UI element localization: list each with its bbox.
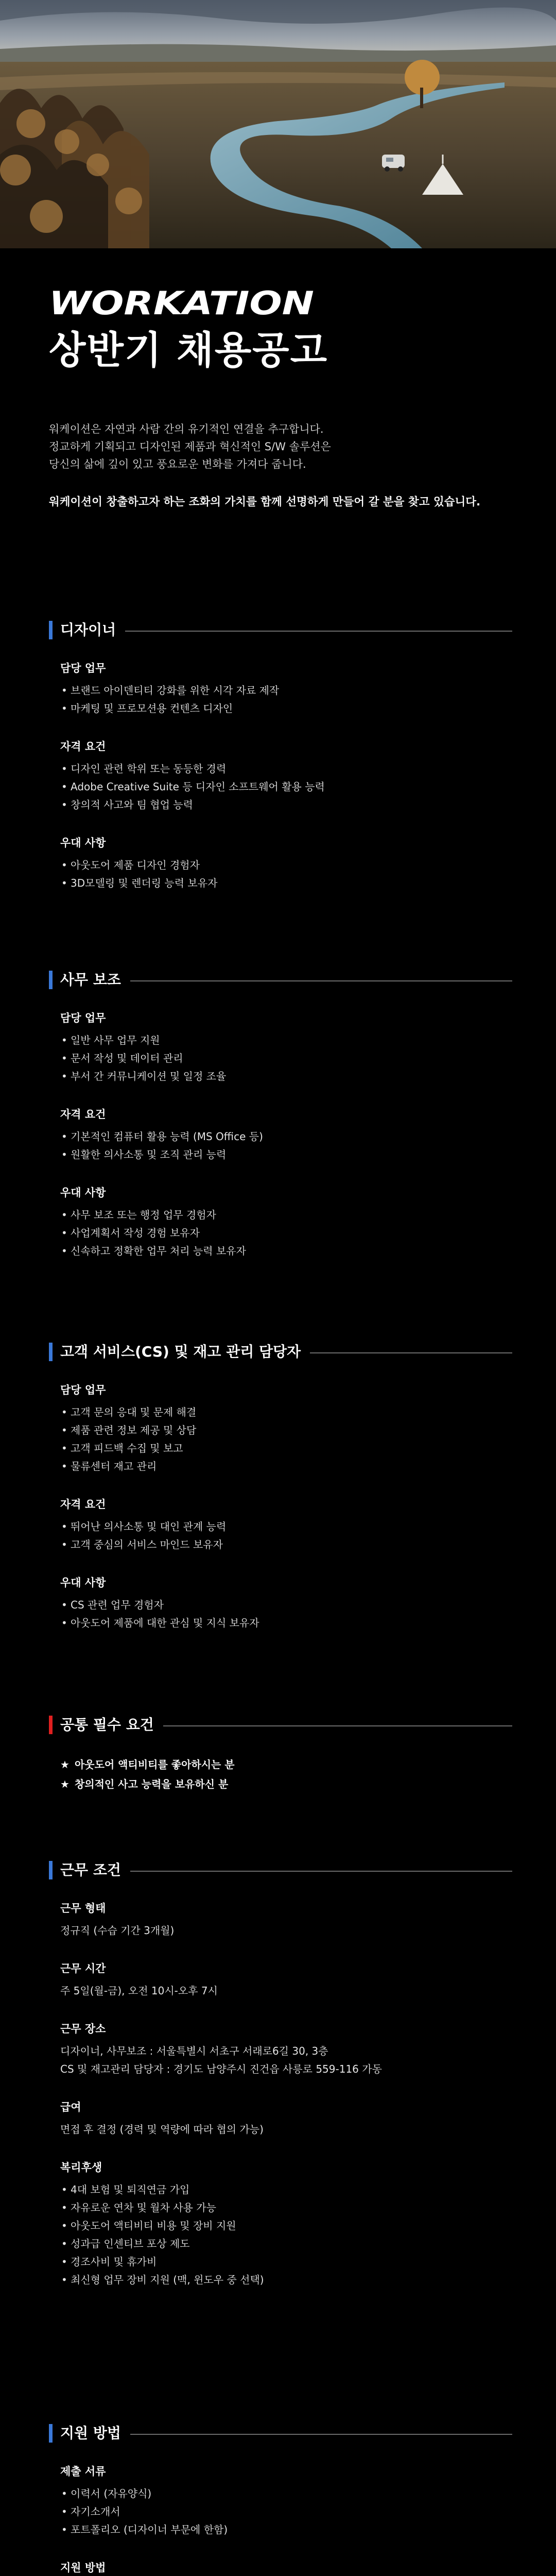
group-label: 근무 장소 [60,2023,106,2035]
group-label: 지원 방법 [60,2562,106,2574]
intro-highlight: 워케이션이 창출하고자 하는 조화의 가치를 함께 선명하게 만들어 갈 분을 찾고 있습니다. [49,496,481,509]
star-icon: ★ [60,1778,70,1790]
list-item: • 기본적인 컴퓨터 활용 능력 (MS Office 등) [60,1128,512,1146]
requirement-item: ★ 창의적인 사고 능력을 보유하신 분 [60,1778,229,1790]
divider [60,631,512,632]
working-hours-group [60,1960,512,2000]
bullet: • [61,702,67,715]
qualifications-group [60,1496,512,1554]
section-header [49,970,512,992]
section-title: 공통 필수 요건 [60,1715,163,1735]
group-label: 자격 요건 [60,1108,106,1121]
section-header [49,2423,512,2446]
section-title: 사무 보조 [60,970,130,990]
bullet: • [61,1538,67,1551]
documents-group [60,2463,512,2539]
group-label: 급여 [60,2101,81,2113]
section-designer [49,620,512,892]
list-item: • 고객 문의 응대 및 문제 해결 [60,1403,512,1421]
apply-method-group [60,2560,512,2576]
list-item: • 고객 중심의 서비스 마인드 보유자 [60,1536,512,1554]
list-item: • 제품 관련 정보 제공 및 상담 [60,1421,512,1439]
bullet: • [61,2256,67,2268]
section-marker [49,1716,53,1734]
bullet: • [61,1406,67,1418]
bullet: • [61,2274,67,2286]
section-marker [49,621,53,639]
svg-text:WORKATION: WORKATION [49,289,314,318]
logo-wordmark [49,289,317,318]
section-header [49,1342,512,1364]
list-item: • 자유로운 연차 및 월차 사용 가능 [60,2199,512,2217]
bullet: • [61,684,67,697]
bullet: • [61,1052,67,1064]
bullet: • [61,1245,67,1257]
section-title: 근무 조건 [60,1860,130,1880]
bullet: • [61,877,67,889]
list-item: • 문서 작성 및 데이터 관리 [60,1049,512,1067]
bullet: • [61,2238,67,2250]
qualifications-group [60,738,512,814]
group-label: 복리후생 [60,2161,102,2174]
group-label: 담당 업무 [60,1384,106,1396]
bullet: • [61,1599,67,1611]
bullet: • [61,1070,67,1082]
list-item: • 원활한 의사소통 및 조직 관리 능력 [60,1146,512,1164]
page-title: 상반기 채용공고 [49,328,328,372]
duties-group [60,660,512,718]
intro-line: 정교하게 기획되고 디자인된 제품과 혁신적인 S/W 솔루션은 [49,440,331,453]
duties-group [60,1010,512,1086]
group-label: 우대 사항 [60,837,106,849]
list-item: • CS 관련 업무 경험자 [60,1596,512,1614]
section-title: 디자이너 [60,620,125,640]
group-label: 우대 사항 [60,1187,106,1199]
section-header [49,1860,512,1883]
group-label: 담당 업무 [60,1012,106,1024]
bullet: • [61,1148,67,1161]
list-item: • 이력서 (자유양식) [60,2485,512,2503]
preferences-group [60,1184,512,1260]
bullet: • [61,1209,67,1221]
qualifications-group [60,1106,512,1164]
bullet: • [61,2201,67,2214]
list-item: • 사업계획서 작성 경험 보유자 [60,1224,512,1242]
bullet: • [61,2505,67,2518]
workation-logo [49,289,317,320]
list-item: • 마케팅 및 프로모션용 컨텐츠 디자인 [60,700,512,718]
section-marker [49,1343,53,1361]
list-item: • 일반 사무 업무 지원 [60,1031,512,1049]
bullet: • [61,799,67,811]
group-label: 자격 요건 [60,740,106,753]
list-item: • 경조사비 및 휴가비 [60,2253,512,2271]
list-item: • 창의적 사고와 팀 협업 능력 [60,796,512,814]
group-label: 담당 업무 [60,662,106,674]
section-marker [49,2424,53,2443]
list-item: • 아웃도어 액티비티 비용 및 장비 지원 [60,2217,512,2235]
employment-type-group [60,1900,512,1940]
list-item: • 4대 보험 및 퇴직연금 가입 [60,2181,512,2199]
bullet: • [61,859,67,871]
group-value: 정규직 (수습 기간 3개월) [60,1924,175,1937]
list-item: • 성과급 인센티브 포상 제도 [60,2235,512,2253]
section-cs-inventory [49,1342,512,1632]
bullet: • [61,2183,67,2196]
bullet: • [61,1460,67,1472]
group-label: 근무 형태 [60,1902,106,1914]
section-office-assistant [49,970,512,1260]
duties-group [60,1382,512,1476]
list-item: • 뛰어난 의사소통 및 대인 관계 능력 [60,1518,512,1536]
list-item: • 물류센터 재고 관리 [60,1458,512,1476]
bullet: • [61,1034,67,1046]
section-title: 지원 방법 [60,2423,130,2444]
list-item: • 고객 피드백 수집 및 보고 [60,1439,512,1458]
list-item: • Adobe Creative Suite 등 디자인 소프트웨어 활용 능력 [60,778,512,796]
group-label: 제출 서류 [60,2465,106,2478]
list-item: • 신속하고 정확한 업무 처리 능력 보유자 [60,1242,512,1260]
list-item: • 사무 보조 또는 행정 업무 경험자 [60,1206,512,1224]
list-item: • 아웃도어 제품에 대한 관심 및 지식 보유자 [60,1614,512,1632]
list-item: • 부서 간 커뮤니케이션 및 일정 조율 [60,1067,512,1086]
group-value: 면접 후 결정 (경력 및 역량에 따라 협의 가능) [60,2123,264,2136]
hero-photo [0,0,556,248]
bullet: • [61,1442,67,1454]
bullet: • [61,1227,67,1239]
bullet: • [61,2523,67,2536]
section-marker [49,971,53,989]
bullet: • [61,1520,67,1533]
list-item: • 자기소개서 [60,2503,512,2521]
group-value: CS 및 재고관리 담당자 : 경기도 남양주시 진건읍 사릉로 559-116 가동 [60,2063,382,2075]
list-item: • 3D모델링 및 렌더링 능력 보유자 [60,874,512,892]
preferences-group [60,835,512,892]
bullet: • [61,1617,67,1629]
intro-line: 워케이션은 자연과 사람 간의 유기적인 연결을 추구합니다. [49,423,324,435]
section-working-conditions [49,1860,512,2289]
list-item: • 디자인 관련 학위 또는 동등한 경력 [60,760,512,778]
work-location-group [60,2021,512,2078]
landscape-illustration [0,0,556,248]
star-icon: ★ [60,1758,70,1771]
bullet: • [61,2487,67,2500]
preferences-group [60,1574,512,1632]
requirement-item: ★ 아웃도어 액티비티를 좋아하시는 분 [60,1758,235,1771]
intro-line: 당신의 삶에 깊이 있고 풍요로운 변화를 가져다 줍니다. [49,458,306,470]
section-header [49,1715,512,1737]
bullet: • [61,1130,67,1143]
section-marker [49,1861,53,1879]
group-label: 자격 요건 [60,1498,106,1511]
group-value: 디자이너, 사무보조 : 서울특별시 서초구 서래로6길 30, 3층 [60,2045,328,2057]
group-value: 주 5일(월-금), 오전 10시-오후 7시 [60,1985,218,1997]
list-item: • 아웃도어 제품 디자인 경험자 [60,856,512,874]
list-item: • 포트폴리오 (디자이너 부문에 한함) [60,2521,512,2539]
group-label: 우대 사항 [60,1577,106,1589]
list-item: • 브랜드 아이덴티티 강화를 위한 시각 자료 제작 [60,682,512,700]
bullet: • [61,781,67,793]
bullet: • [61,762,67,775]
bullet: • [61,2219,67,2232]
group-label: 근무 시간 [60,1962,106,1975]
section-title: 고객 서비스(CS) 및 재고 관리 담당자 [60,1342,310,1362]
section-how-to-apply [49,2423,512,2576]
intro [49,420,512,511]
welfare-group [60,2159,512,2289]
list-item: • 최신형 업무 장비 지원 (맥, 윈도우 중 선택) [60,2271,512,2289]
salary-group [60,2099,512,2139]
bullet: • [61,1424,67,1436]
section-header [49,620,512,642]
section-common-requirements [49,1715,512,1794]
